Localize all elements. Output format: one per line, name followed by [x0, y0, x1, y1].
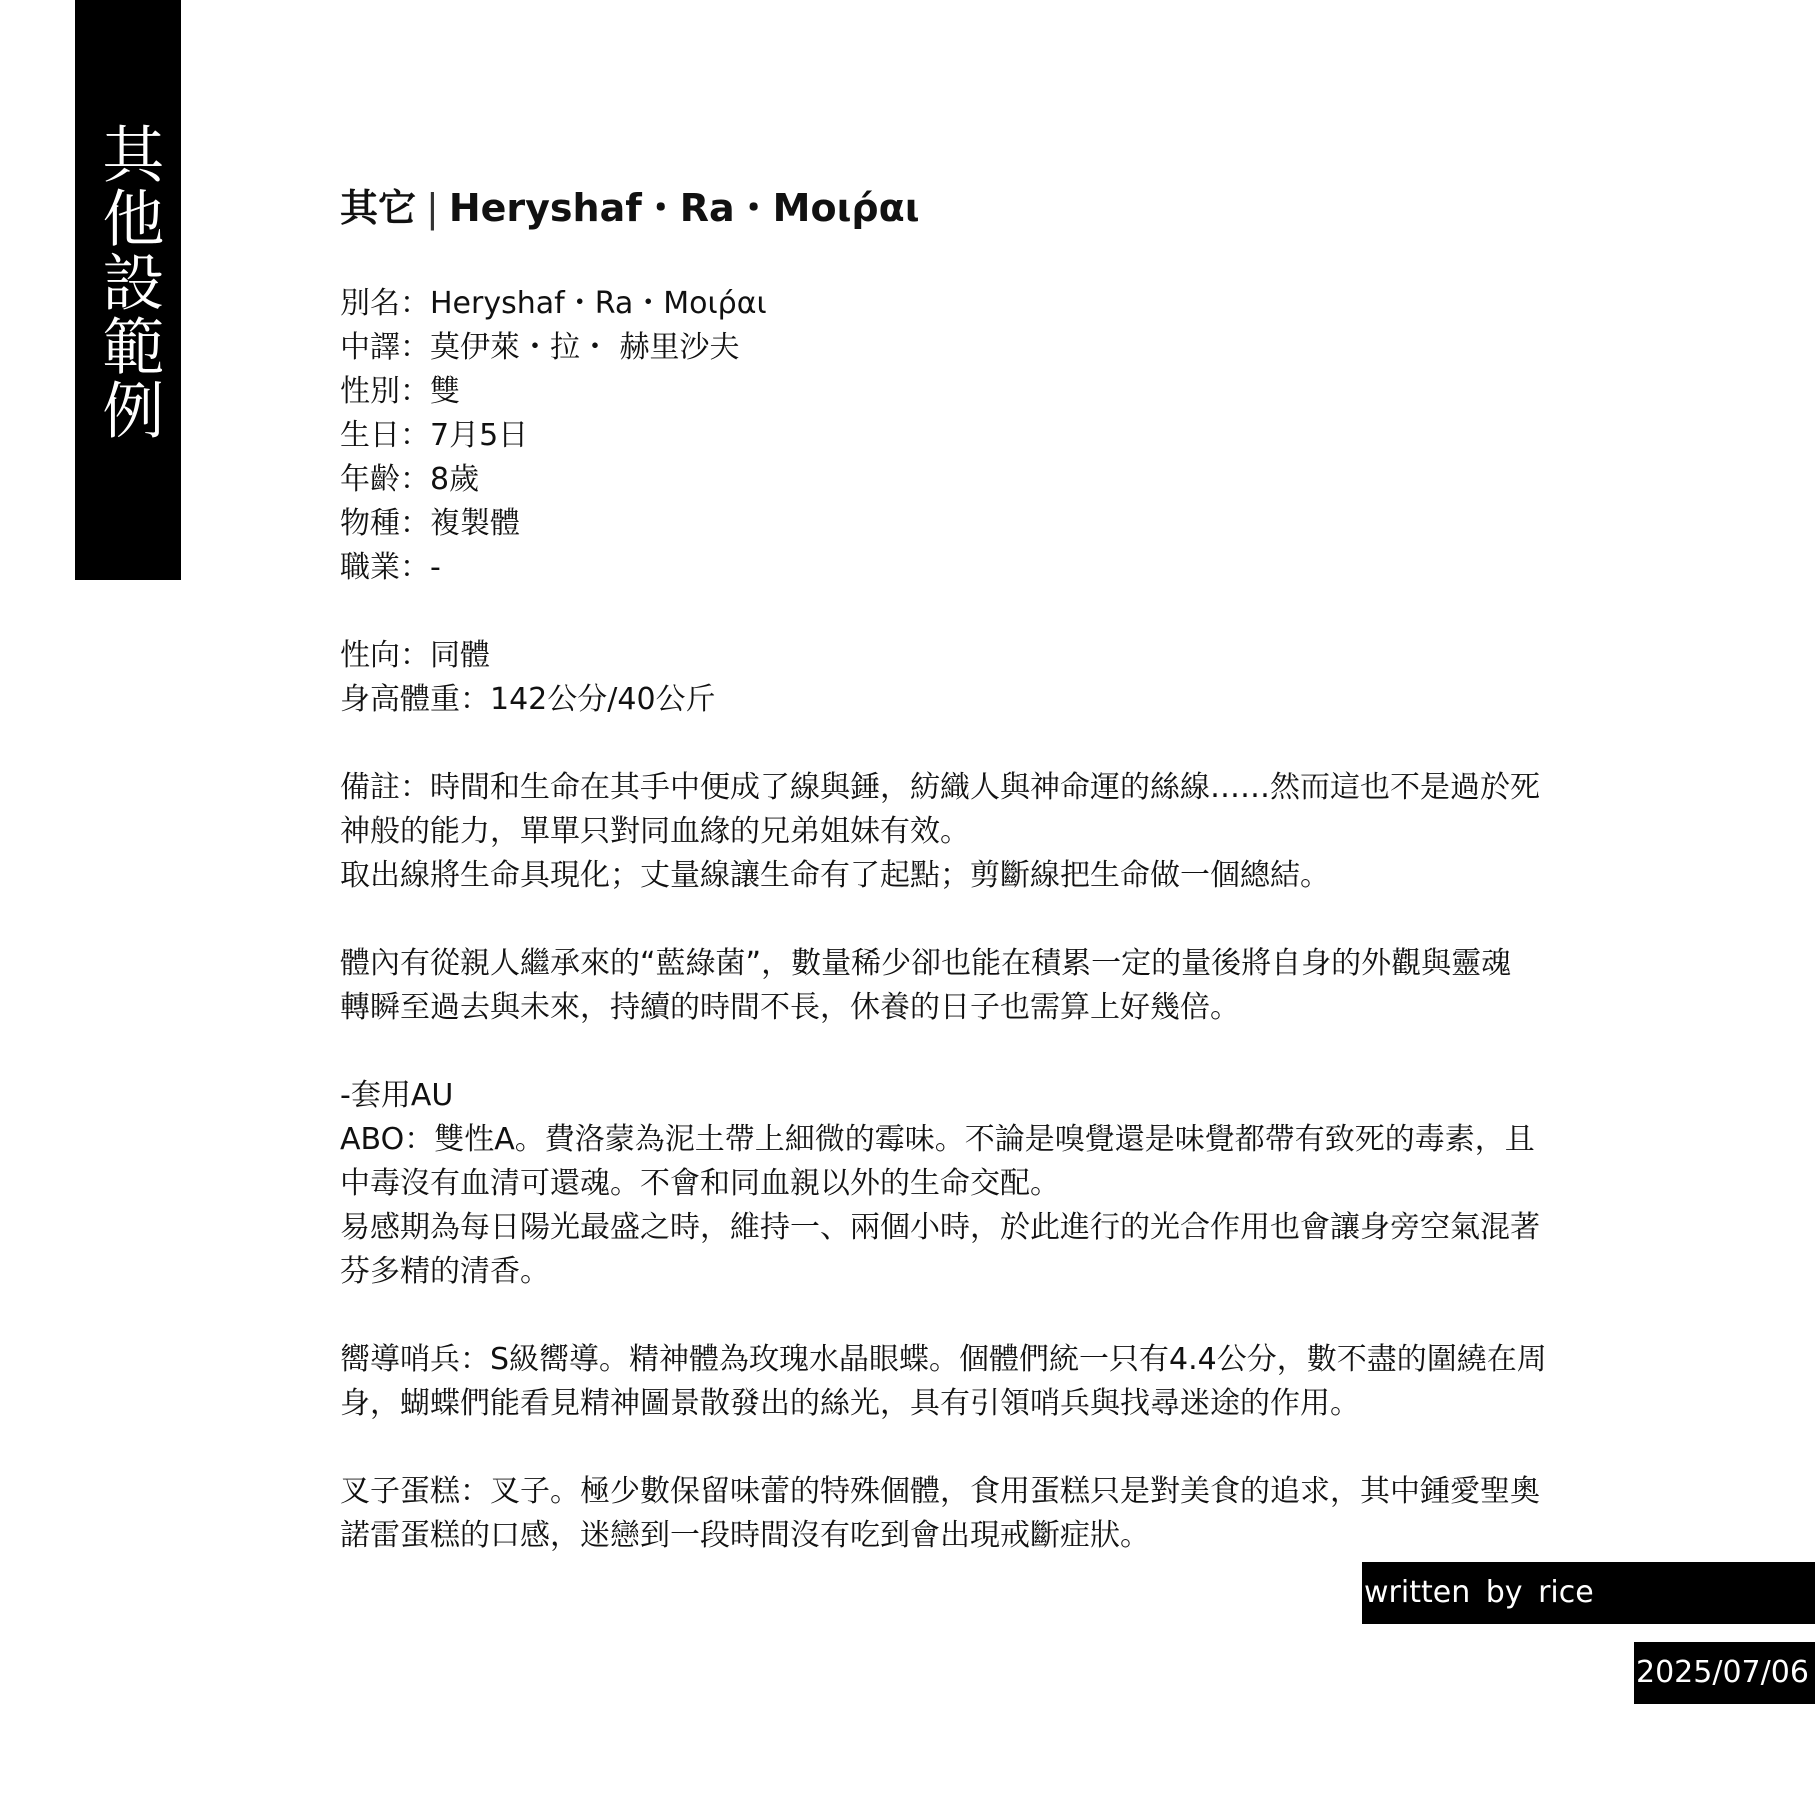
title-name: Heryshaf・Ra・Μοιρ́αι — [448, 186, 920, 230]
date-stamp: 2025/07/06 — [1634, 1642, 1815, 1704]
paragraph-notes: 備註：時間和生命在其手中便成了線與錘，紡織人與神命運的絲線……然而這也不是過於死 神般的能力，單單只對同血緣的兄弟姐妹有效。 取出線將生命具現化；丈量線讓生命有了起點；剪斷線把生命做一個總結。 — [340, 770, 1540, 893]
profile-value: 8歲 — [430, 462, 480, 497]
profile-label: 性向 — [340, 638, 400, 673]
profile-label: 身高體重 — [340, 682, 460, 717]
paragraph-cyanobacteria: 體內有從親人繼承來的“藍綠菌”，數量稀少卻也能在積累一定的量後將自身的外觀與靈魂 轉瞬至過去與未來，持續的時間不長，休養的日子也需算上好幾倍。 — [340, 946, 1512, 1025]
profile-row-orientation: 性向：同體 — [340, 638, 490, 673]
profile-label: 物種 — [340, 506, 400, 541]
profile-row-age: 年齡：8歲 — [340, 462, 480, 497]
spacer — [340, 590, 1640, 634]
spacer — [340, 1426, 1640, 1470]
spacer — [340, 1294, 1640, 1338]
side-banner-label: 其他設範例 — [91, 122, 165, 442]
profile-list — [340, 282, 1640, 590]
profile-row-species: 物種：複製體 — [340, 506, 520, 541]
profile-label: 職業 — [340, 550, 400, 585]
profile-value: Heryshaf・Ra・Μοιρ́αι — [430, 286, 767, 321]
author-credit: written by rice — [1362, 1562, 1815, 1624]
profile-label: 生日 — [340, 418, 400, 453]
paragraph-sentinel-guide: 嚮導哨兵：S級嚮導。精神體為玫瑰水晶眼蝶。個體們統一只有4.4公分，數不盡的圍繞在周 身，蝴蝶們能看見精神圖景散發出的絲光，具有引領哨兵與找尋迷途的作用。 — [340, 1342, 1547, 1421]
title-category: 其它 — [340, 186, 417, 230]
profile-value: - — [430, 550, 441, 585]
profile-label: 年齡 — [340, 462, 400, 497]
profile-row-gender: 性別：雙 — [340, 374, 460, 409]
profile-value: 莫伊萊・拉・ 赫里沙夫 — [430, 330, 740, 365]
profile-row-birthday: 生日：7月5日 — [340, 418, 529, 453]
title-separator: | — [426, 186, 439, 230]
paragraph-au-abo: -套用AU ABO：雙性A。費洛蒙為泥土帶上細微的霉味。不論是嗅覺還是味覺都帶有致死的毒素，且 中毒沒有血清可還魂。不會和同血親以外的生命交配。 易感期為每日陽光最盛之時，維持一、兩個小時，於此進行的光合作用也會讓身旁空氣混著 芬多精的清香。 — [340, 1078, 1540, 1289]
document-body — [340, 180, 1640, 1558]
profile-value: 同體 — [430, 638, 490, 673]
profile-list-2 — [340, 634, 1640, 722]
spacer — [340, 722, 1640, 766]
profile-row-occupation: 職業：- — [340, 550, 441, 585]
paragraph-fork-cake: 叉子蛋糕：叉子。極少數保留味蕾的特殊個體，食用蛋糕只是對美食的追求，其中鍾愛聖奧 諾雷蛋糕的口感，迷戀到一段時間沒有吃到會出現戒斷症狀。 — [340, 1474, 1540, 1553]
profile-label: 中譯 — [340, 330, 400, 365]
profile-value: 7月5日 — [430, 418, 529, 453]
document-title — [340, 180, 1640, 236]
profile-label: 別名 — [340, 286, 400, 321]
profile-row-translation: 中譯：莫伊萊・拉・ 赫里沙夫 — [340, 330, 740, 365]
spacer — [340, 1030, 1640, 1074]
profile-value: 雙 — [430, 374, 460, 409]
side-banner — [75, 0, 181, 580]
spacer — [340, 898, 1640, 942]
profile-row-height-weight: 身高體重：142公分/40公斤 — [340, 682, 716, 717]
profile-value: 複製體 — [430, 506, 520, 541]
profile-value: 142公分/40公斤 — [490, 682, 716, 717]
profile-row-alias: 別名：Heryshaf・Ra・Μοιρ́αι — [340, 286, 767, 321]
profile-label: 性別 — [340, 374, 400, 409]
